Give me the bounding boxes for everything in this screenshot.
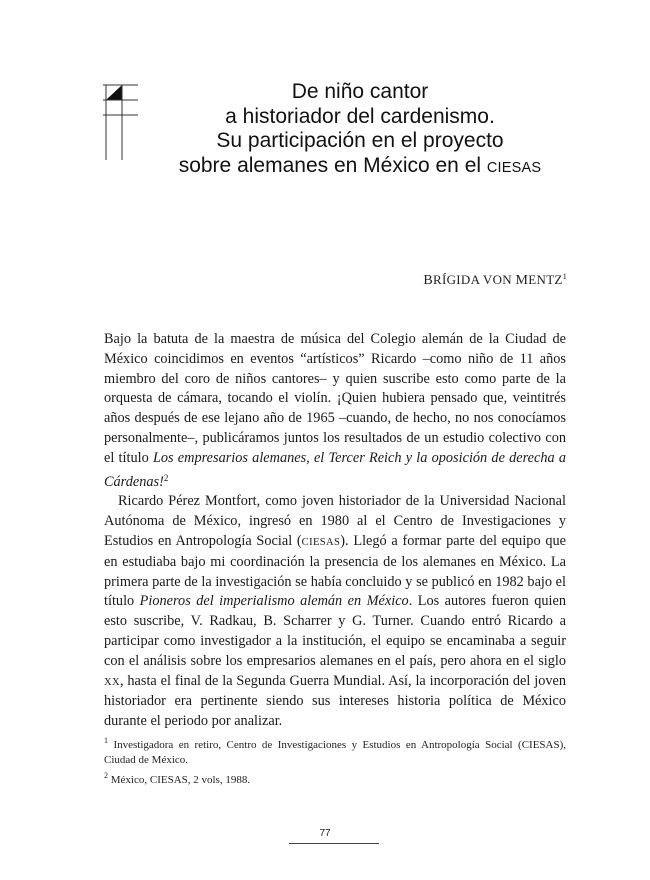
paragraph-2-ciesas: CIESAS bbox=[301, 536, 341, 548]
paragraph-2-text-d: , hasta el final de la Segunda Guerra Mundial. Así, la incorporación del joven historiador era pertinente siendo sus intereses historia política de México durante el periodo por analizar. bbox=[104, 672, 566, 730]
paragraph-2-century: XX bbox=[104, 676, 120, 688]
page-number-rule bbox=[289, 843, 379, 844]
author-footnote-ref[interactable]: 1 bbox=[562, 272, 567, 281]
author-first-rest: RÍGIDA VON bbox=[432, 272, 512, 287]
paragraph-2-text-b: ). Llegó a formar parte del equipo que en estudiaba bajo mi coordinación la presencia de los alemanes en México. La primera parte de la investigación se había concluido y se publicó en 1982 bajo el título bbox=[104, 532, 566, 610]
paragraph-1-exclamation: ! bbox=[159, 473, 164, 490]
body-text bbox=[104, 330, 566, 732]
author-last-cap: M bbox=[515, 273, 529, 288]
author-byline bbox=[423, 272, 567, 289]
title-ciesas: CIESAS bbox=[486, 159, 542, 176]
page-number: 77 bbox=[319, 828, 331, 839]
footnote-2-text: México, CIESAS, 2 vols, 1988. bbox=[110, 774, 251, 786]
footnote-1-text: Investigadora en retiro, Centro de Investigaciones y Estudios en Antropología Social (CIESAS), Ciudad de México. bbox=[104, 739, 567, 766]
footnote-2-number: 2 bbox=[104, 771, 108, 780]
title-line-2: a historiador del cardenismo. bbox=[225, 104, 495, 128]
footnote-1 bbox=[104, 733, 566, 768]
paragraph-2-text-c: . Los autores fueron quien esto suscribe, V. Radkau, B. Scharrer y G. Turner. Cuando entró Ricardo a participar como investigador a la institución, el equipo se encaminaba a seguir con el análisis sobre los empresarios alemanes en el país, pero ahora en el siglo bbox=[104, 593, 566, 669]
chapter-grid-ornament-icon bbox=[103, 84, 138, 160]
footnote-1-number: 1 bbox=[104, 736, 108, 745]
title-line-4 bbox=[140, 154, 580, 181]
footnotes bbox=[104, 733, 566, 788]
author-first-cap: B bbox=[423, 273, 433, 288]
footnote-2 bbox=[104, 768, 566, 788]
paragraph-2-book-title: Pioneros del imperialismo alemán en México bbox=[139, 593, 409, 610]
footnote-ref-2[interactable]: 2 bbox=[163, 472, 169, 483]
author-last-rest: ENTZ bbox=[528, 272, 563, 287]
paragraph-2 bbox=[104, 492, 566, 732]
paragraph-1 bbox=[104, 330, 566, 492]
paragraph-1-book-title: Los empresarios alemanes, el Tercer Reich y la oposición de derecha a Cárdenas bbox=[104, 449, 566, 490]
chapter-title bbox=[140, 80, 580, 180]
title-line-1: De niño cantor bbox=[291, 80, 429, 103]
paragraph-1-text: Bajo la batuta de la maestra de música del Colegio alemán de la Ciudad de México coincidimos en eventos “artísticos” Ricardo –como niño de 11 años miembro del coro de niños cantores– y quien suscribe esto como parte de la orquesta de cámara, tocando el violín. ¡Quien hubiera pensado que, veintitrés años después de ese lejano año de 1965 –cuando, de hecho, no nos conocíamos personalmente–, publicáramos juntos los resultados de un estudio colectivo con el título bbox=[104, 331, 566, 466]
paragraph-2-text-a: Ricardo Pérez Montfort, como joven historiador de la Universidad Nacional Autónoma de México, ingresó en 1980 al el Centro de Investigaciones y Estudios en Antropología Social ( bbox=[104, 493, 566, 549]
title-line-3: Su participación en el proyecto bbox=[216, 129, 504, 152]
title-line-4-main: sobre alemanes en México en el bbox=[178, 153, 482, 177]
